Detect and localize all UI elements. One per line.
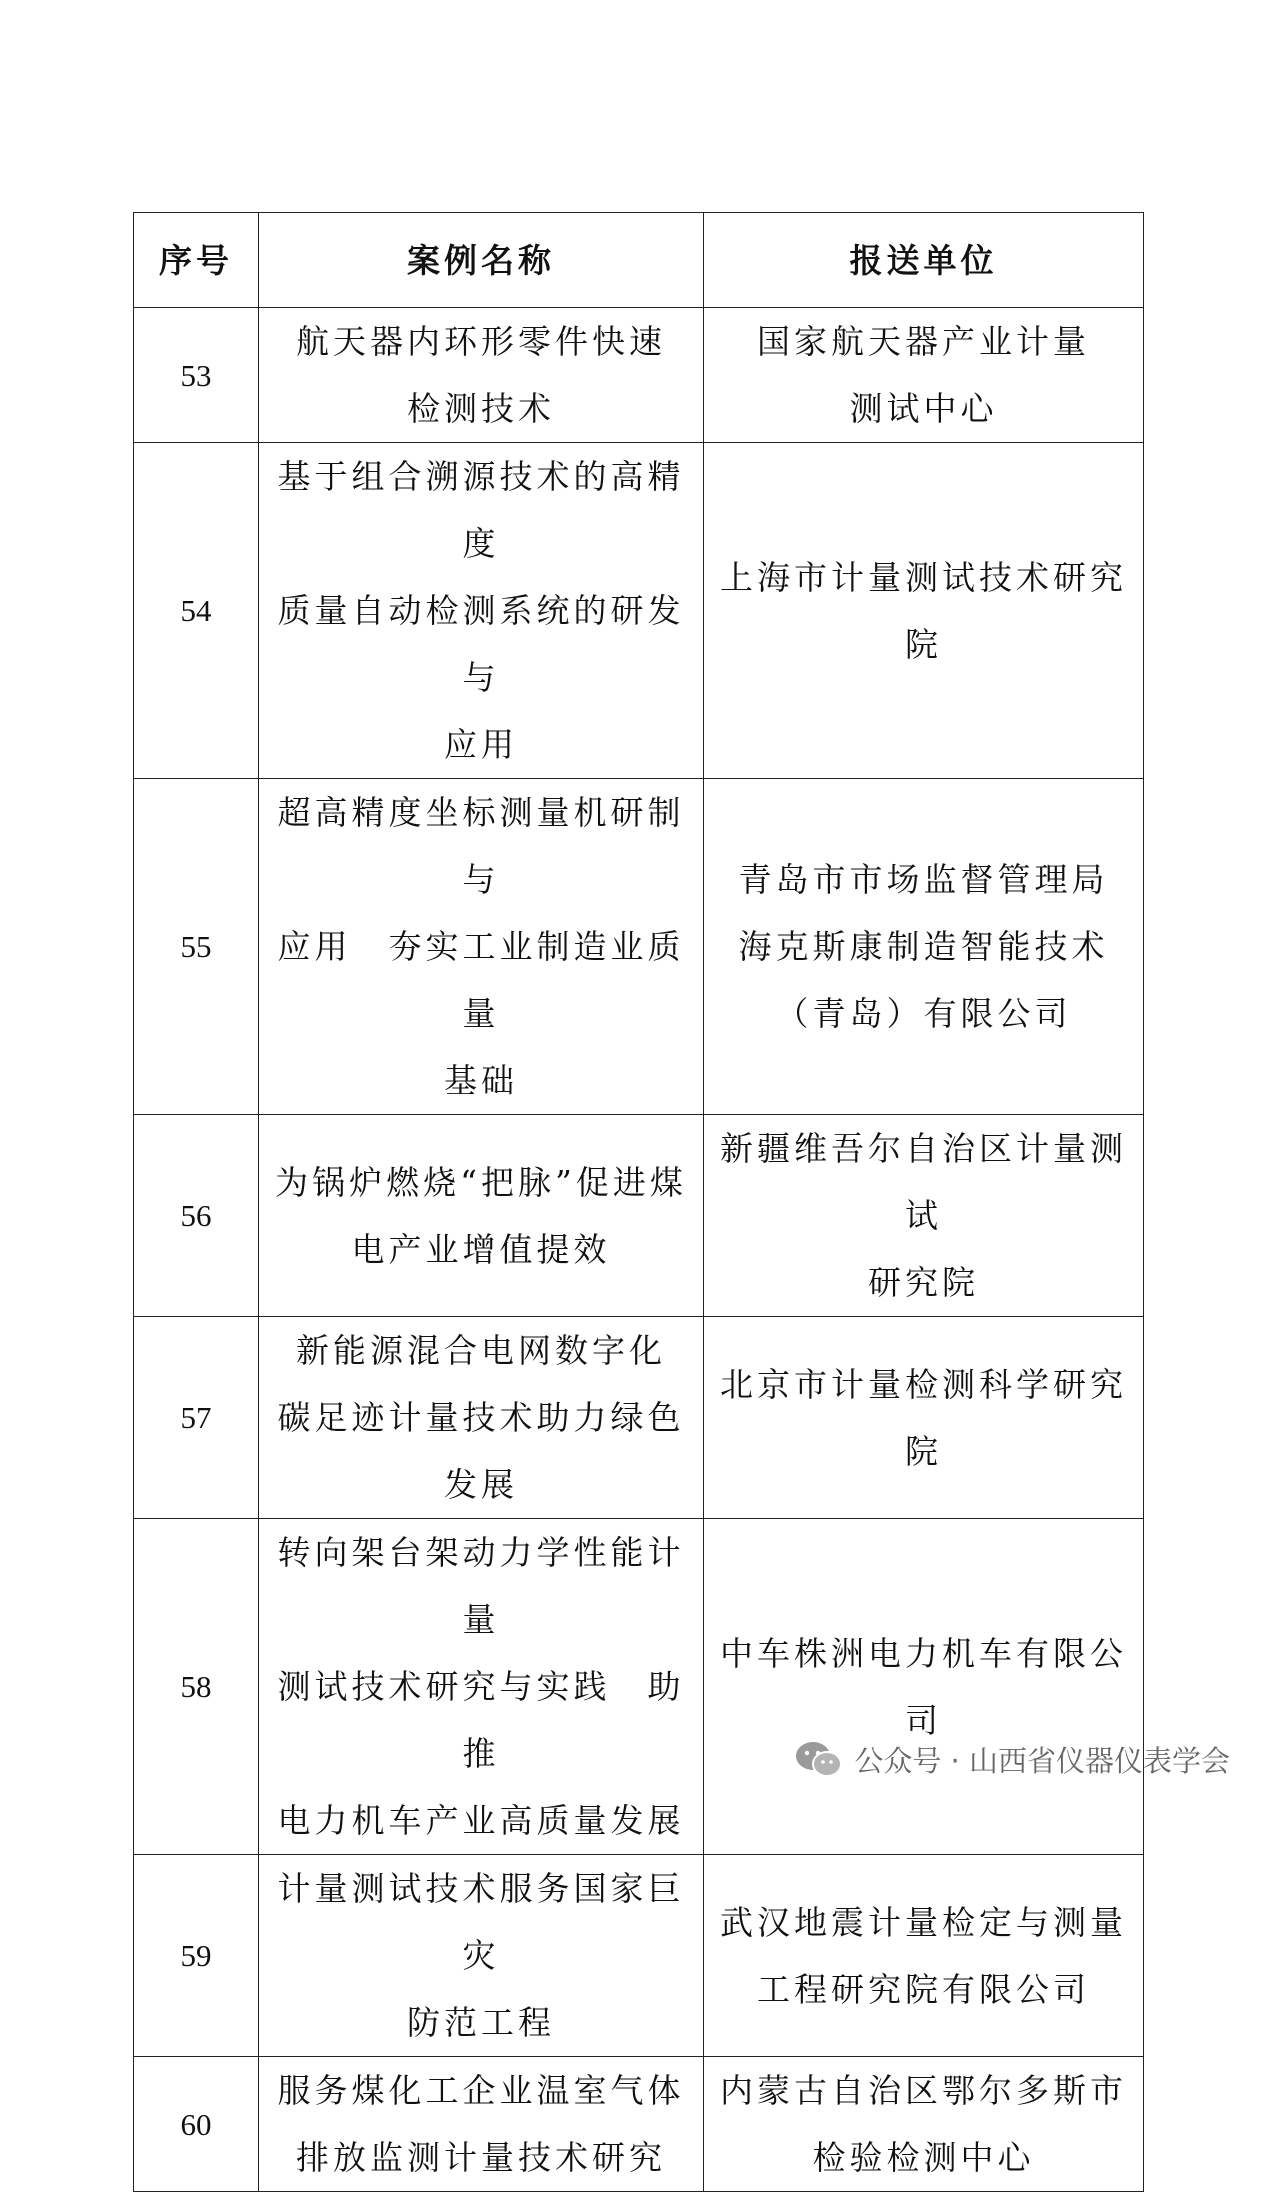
case-name-line: 测试技术研究与实践 助推	[277, 1667, 685, 1773]
case-name-line: 转向架台架动力学性能计量	[277, 1533, 685, 1639]
case-name-line: 应用	[444, 725, 518, 764]
case-name-line: 航天器内环形零件快速	[296, 322, 666, 361]
table-row	[134, 1317, 1144, 1519]
header-case-name: 案例名称	[259, 213, 704, 308]
row-unit	[704, 1115, 1144, 1317]
table-row	[134, 443, 1144, 779]
row-seq: 54	[134, 443, 259, 779]
case-name-line: 应用 夯实工业制造业质量	[277, 927, 685, 1033]
row-seq: 56	[134, 1115, 259, 1317]
row-seq: 59	[134, 1855, 259, 2057]
case-name-line: 检测技术	[407, 389, 555, 428]
unit-line: 中车株洲电力机车有限公司	[720, 1633, 1127, 1740]
case-name-line: 质量自动检测系统的研发与	[277, 591, 685, 697]
table-row	[134, 2057, 1144, 2192]
row-case-name	[259, 1115, 704, 1317]
unit-line: （青岛）有限公司	[775, 994, 1072, 1033]
row-case-name	[259, 1519, 704, 1855]
case-name-line: 新能源混合电网数字化	[296, 1331, 666, 1370]
unit-line: 青岛市市场监督管理局	[738, 860, 1109, 899]
row-case-name	[259, 2057, 704, 2192]
row-case-name	[259, 1855, 704, 2057]
case-name-line: 电产业增值提效	[351, 1229, 611, 1269]
table-row	[134, 1855, 1144, 2057]
watermark-text: 公众号 · 山西省仪器仪表学会	[854, 1744, 1230, 1778]
unit-line: 新疆维吾尔自治区计量测试	[720, 1129, 1127, 1235]
table-header-row	[134, 213, 1144, 308]
unit-line: 内蒙古自治区鄂尔多斯市	[720, 2071, 1127, 2110]
unit-line: 海克斯康制造智能技术	[738, 927, 1109, 966]
watermark	[794, 1739, 1230, 1780]
case-name-line: 服务煤化工企业温室气体	[277, 2071, 685, 2110]
row-unit	[704, 2057, 1144, 2192]
row-unit	[704, 1855, 1144, 2057]
table-row	[134, 779, 1144, 1115]
case-table	[133, 212, 1144, 2192]
row-seq: 55	[134, 779, 259, 1115]
unit-line: 国家航天器产业计量	[757, 322, 1090, 361]
row-unit	[704, 1519, 1144, 1855]
row-case-name	[259, 308, 704, 443]
unit-line: 研究院	[868, 1263, 979, 1302]
row-seq: 60	[134, 2057, 259, 2192]
row-unit	[704, 308, 1144, 443]
table-row	[134, 1519, 1144, 1855]
case-name-line: 计量测试技术服务国家巨灾	[277, 1869, 685, 1975]
unit-line: 北京市计量检测科学研究院	[720, 1364, 1127, 1471]
row-seq: 58	[134, 1519, 259, 1855]
row-case-name	[259, 1317, 704, 1519]
unit-line: 工程研究院有限公司	[757, 1969, 1090, 2009]
row-seq: 57	[134, 1317, 259, 1519]
unit-line: 武汉地震计量检定与测量	[720, 1902, 1127, 1942]
case-name-line: 电力机车产业高质量发展	[277, 1801, 685, 1840]
case-name-line: 超高精度坐标测量机研制与	[277, 793, 685, 899]
unit-line: 检验检测中心	[812, 2138, 1035, 2177]
case-name-line: 防范工程	[407, 2003, 555, 2042]
row-unit	[704, 1317, 1144, 1519]
table-body	[134, 308, 1144, 2192]
row-unit	[704, 779, 1144, 1115]
header-seq: 序号	[134, 213, 259, 308]
case-name-line: 为锅炉燃烧“把脉”促进煤	[275, 1162, 687, 1202]
wechat-icon	[794, 1740, 844, 1780]
row-case-name	[259, 779, 704, 1115]
case-name-line: 碳足迹计量技术助力绿色发展	[277, 1398, 685, 1504]
case-name-line: 基于组合溯源技术的高精度	[277, 457, 685, 563]
row-case-name	[259, 443, 704, 779]
table-row	[134, 308, 1144, 443]
case-name-line: 基础	[444, 1061, 518, 1100]
unit-line: 测试中心	[849, 389, 998, 428]
case-name-line: 排放监测计量技术研究	[296, 2138, 666, 2177]
header-unit: 报送单位	[704, 213, 1144, 308]
row-seq: 53	[134, 308, 259, 443]
row-unit	[704, 443, 1144, 779]
unit-line: 上海市计量测试技术研究院	[720, 557, 1127, 664]
table-row	[134, 1115, 1144, 1317]
